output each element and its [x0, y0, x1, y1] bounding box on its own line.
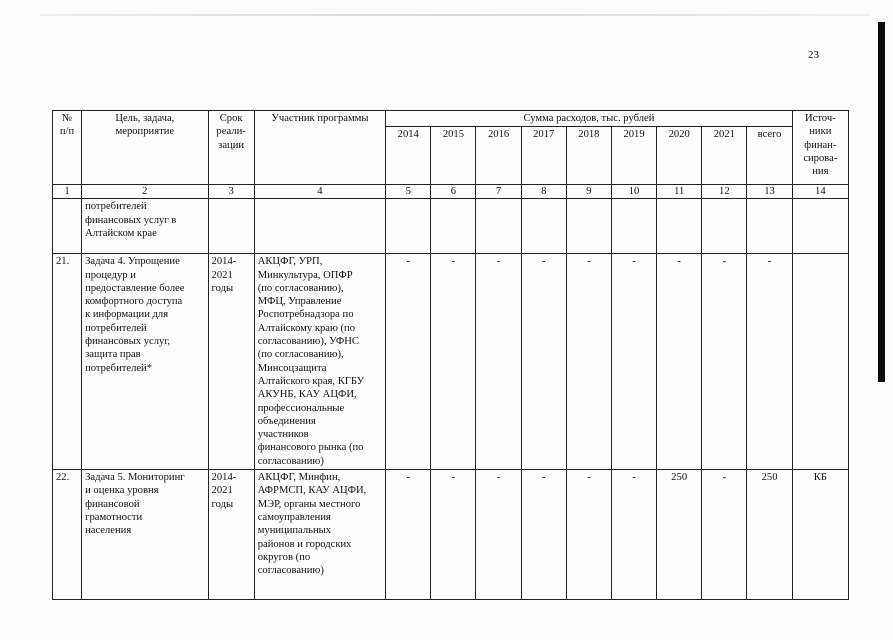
row-value: -: [566, 470, 611, 600]
expenditure-table: [52, 110, 849, 600]
column-number: 10: [611, 185, 656, 199]
scan-top-edge: [40, 14, 870, 16]
header-goal: Цель, задача, мероприятие: [82, 111, 208, 185]
row-value: -: [476, 254, 521, 470]
row-value: [521, 199, 566, 254]
row-value: [386, 199, 431, 254]
row-term: 2014- 2021 годы: [208, 254, 254, 470]
row-value: [431, 199, 476, 254]
column-number: 11: [657, 185, 702, 199]
row-value: -: [611, 254, 656, 470]
row-value: -: [611, 470, 656, 600]
row-value: -: [431, 470, 476, 600]
header-row: [53, 111, 849, 127]
column-number: 13: [747, 185, 792, 199]
header-sum-group: Сумма расходов, тыс. рублей: [386, 111, 793, 127]
column-number: 6: [431, 185, 476, 199]
row-value: -: [521, 470, 566, 600]
row-value: [702, 199, 747, 254]
page-number: 23: [808, 49, 819, 61]
header-participant: Участник программы: [254, 111, 385, 185]
header-year: 2019: [611, 127, 656, 185]
row-total: [747, 199, 792, 254]
column-numbers-row: [53, 185, 849, 199]
row-value: -: [476, 470, 521, 600]
row-goal: Задача 4. Упрощение процедур и предоставление более комфортного доступа к информации для потребителей финансовых услуг, защита прав потребителей*: [82, 254, 208, 470]
row-value: [657, 199, 702, 254]
row-value: [476, 199, 521, 254]
row-total: 250: [747, 470, 792, 600]
row-value: [566, 199, 611, 254]
column-number: 4: [254, 185, 385, 199]
header-year: 2020: [657, 127, 702, 185]
row-source: КБ: [792, 470, 848, 600]
header-year: 2015: [431, 127, 476, 185]
column-number: 1: [53, 185, 82, 199]
row-num: [53, 199, 82, 254]
row-value: -: [386, 254, 431, 470]
row-participant: АКЦФГ, УРП, Минкультура, ОПФР (по согласованию), МФЦ, Управление Роспотребнадзора по Алтайскому краю (по согласованию), УФНС (по согласованию), Минсоцзащита Алтайского края, КГБУ АКУНБ, КАУ АЦФИ, профессиональные объединения участников финансового рынка (по согласованию): [254, 254, 385, 470]
row-value: 250: [657, 470, 702, 600]
row-participant: [254, 199, 385, 254]
header-year: 2018: [566, 127, 611, 185]
row-source: [792, 254, 848, 470]
column-number: 14: [792, 185, 848, 199]
header-source: Источ- ники финан- сирова- ния: [792, 111, 848, 185]
header-year: 2016: [476, 127, 521, 185]
row-value: -: [657, 254, 702, 470]
column-number: 2: [82, 185, 208, 199]
column-number: 3: [208, 185, 254, 199]
column-number: 7: [476, 185, 521, 199]
table-row: [53, 199, 849, 254]
column-number: 12: [702, 185, 747, 199]
header-year: 2021: [702, 127, 747, 185]
row-value: -: [521, 254, 566, 470]
row-goal: потребителей финансовых услуг в Алтайском крае: [82, 199, 208, 254]
row-goal: Задача 5. Мониторинг и оценка уровня финансовой грамотности населения: [82, 470, 208, 600]
column-number: 8: [521, 185, 566, 199]
scan-right-edge: [878, 22, 885, 382]
row-total: -: [747, 254, 792, 470]
row-num: 22.: [53, 470, 82, 600]
table-row: [53, 470, 849, 600]
column-number: 5: [386, 185, 431, 199]
table-row: [53, 254, 849, 470]
row-term: 2014- 2021 годы: [208, 470, 254, 600]
row-term: [208, 199, 254, 254]
header-year: 2017: [521, 127, 566, 185]
row-value: -: [431, 254, 476, 470]
row-source: [792, 199, 848, 254]
row-num: 21.: [53, 254, 82, 470]
header-num: № п/п: [53, 111, 82, 185]
column-number: 9: [566, 185, 611, 199]
row-value: [611, 199, 656, 254]
header-total: всего: [747, 127, 792, 185]
row-participant: АКЦФГ, Минфин, АФРМСП, КАУ АЦФИ, МЭР, органы местного самоуправления муниципальных районов и городских округов (по согласованию): [254, 470, 385, 600]
row-value: -: [702, 470, 747, 600]
header-term: Срок реали- зации: [208, 111, 254, 185]
row-value: -: [702, 254, 747, 470]
row-value: -: [566, 254, 611, 470]
header-year: 2014: [386, 127, 431, 185]
row-value: -: [386, 470, 431, 600]
